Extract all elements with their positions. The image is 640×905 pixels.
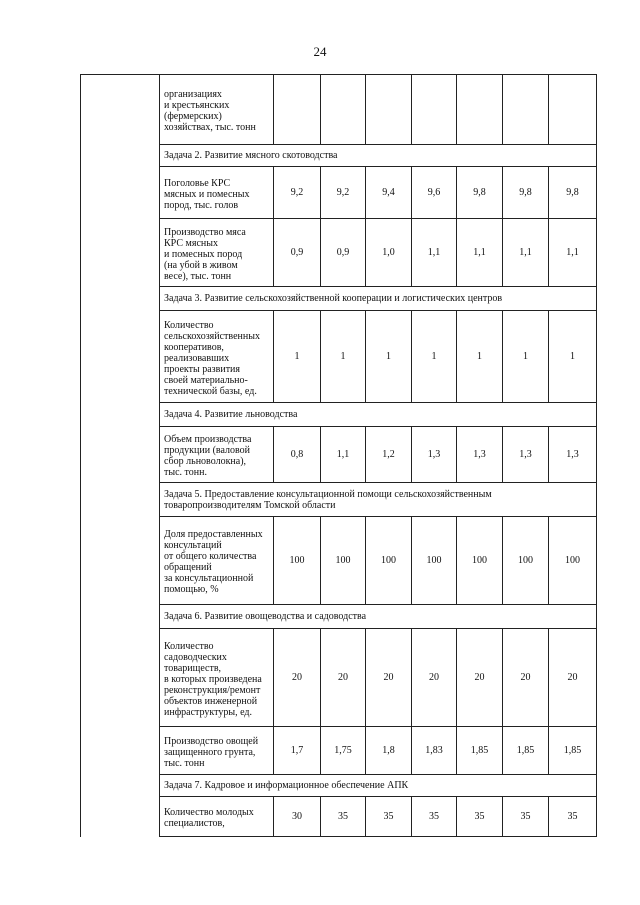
value-cell: 35: [503, 797, 549, 837]
value-cell: 20: [549, 629, 597, 727]
value-cell: 1,0: [366, 219, 412, 287]
value-cell: 1,7: [274, 727, 321, 775]
indicator-label: Производство мяса КРС мясных и помесных пород (на убой в живом весе), тыс. тонн: [160, 219, 274, 287]
task-header: Задача 6. Развитие овощеводства и садоводства: [160, 605, 597, 629]
value-cell: [274, 75, 321, 145]
value-cell: 1,1: [457, 219, 503, 287]
value-cell: 1: [274, 311, 321, 403]
value-cell: 1,3: [549, 427, 597, 483]
value-cell: 1: [412, 311, 457, 403]
value-cell: 1: [321, 311, 366, 403]
value-cell: 1,85: [549, 727, 597, 775]
value-cell: 100: [549, 517, 597, 605]
indicator-table: [80, 74, 597, 837]
indicator-label: Производство овощей защищенного грунта, тыс. тонн: [160, 727, 274, 775]
indicator-label: Количество садоводческих товариществ, в которых произведена реконструкция/ремонт объектов инженерной инфраструктуры, ед.: [160, 629, 274, 727]
task-header: Задача 7. Кадровое и информационное обеспечение АПК: [160, 775, 597, 797]
value-cell: 35: [366, 797, 412, 837]
indicator-label: Объем производства продукции (валовой сбор льноволокна), тыс. тонн.: [160, 427, 274, 483]
task-header: Задача 3. Развитие сельскохозяйственной кооперации и логистических центров: [160, 287, 597, 311]
blank-column: [81, 75, 160, 837]
value-cell: 0,8: [274, 427, 321, 483]
value-cell: 35: [549, 797, 597, 837]
value-cell: 9,8: [549, 167, 597, 219]
value-cell: 1,3: [457, 427, 503, 483]
value-cell: 9,8: [503, 167, 549, 219]
value-cell: 35: [321, 797, 366, 837]
value-cell: 9,2: [321, 167, 366, 219]
value-cell: 20: [274, 629, 321, 727]
value-cell: 1,1: [412, 219, 457, 287]
value-cell: 20: [321, 629, 366, 727]
task-header: Задача 5. Предоставление консультационной помощи сельскохозяйственным товаропроизводителям Томской области: [160, 483, 597, 517]
value-cell: 1,8: [366, 727, 412, 775]
value-cell: 20: [412, 629, 457, 727]
value-cell: [503, 75, 549, 145]
value-cell: 20: [503, 629, 549, 727]
value-cell: 35: [412, 797, 457, 837]
value-cell: 100: [412, 517, 457, 605]
value-cell: 1,3: [412, 427, 457, 483]
value-cell: 1,85: [457, 727, 503, 775]
value-cell: 1,1: [321, 427, 366, 483]
indicator-label: организациях и крестьянских (фермерских) хозяйствах, тыс. тонн: [160, 75, 274, 145]
value-cell: 35: [457, 797, 503, 837]
indicator-label: Поголовье КРС мясных и помесных пород, тыс. голов: [160, 167, 274, 219]
value-cell: 1: [457, 311, 503, 403]
value-cell: 9,6: [412, 167, 457, 219]
value-cell: 1,1: [503, 219, 549, 287]
value-cell: 1: [503, 311, 549, 403]
page-number: 24: [313, 44, 327, 59]
indicator-label: Количество сельскохозяйственных кооперативов, реализовавших проекты развития своей материально- технической базы, ед.: [160, 311, 274, 403]
value-cell: [412, 75, 457, 145]
value-cell: 100: [457, 517, 503, 605]
value-cell: [549, 75, 597, 145]
task-header: Задача 4. Развитие льноводства: [160, 403, 597, 427]
value-cell: 9,8: [457, 167, 503, 219]
value-cell: 9,4: [366, 167, 412, 219]
value-cell: 20: [366, 629, 412, 727]
value-cell: 30: [274, 797, 321, 837]
value-cell: 1,3: [503, 427, 549, 483]
value-cell: 1: [549, 311, 597, 403]
value-cell: 0,9: [321, 219, 366, 287]
value-cell: 9,2: [274, 167, 321, 219]
value-cell: 1,75: [321, 727, 366, 775]
value-cell: 1,1: [549, 219, 597, 287]
value-cell: [457, 75, 503, 145]
indicator-label: Количество молодых специалистов,: [160, 797, 274, 837]
value-cell: 100: [366, 517, 412, 605]
value-cell: 100: [503, 517, 549, 605]
indicator-label: Доля предоставленных консультаций от общего количества обращений за консультационной помощью, %: [160, 517, 274, 605]
value-cell: [366, 75, 412, 145]
value-cell: 20: [457, 629, 503, 727]
table-body: [81, 75, 597, 837]
value-cell: 100: [274, 517, 321, 605]
value-cell: [321, 75, 366, 145]
value-cell: 0,9: [274, 219, 321, 287]
value-cell: 1,2: [366, 427, 412, 483]
value-cell: 1,83: [412, 727, 457, 775]
value-cell: 1,85: [503, 727, 549, 775]
value-cell: 100: [321, 517, 366, 605]
task-header: Задача 2. Развитие мясного скотоводства: [160, 145, 597, 167]
indicator-row: [81, 75, 597, 145]
value-cell: 1: [366, 311, 412, 403]
